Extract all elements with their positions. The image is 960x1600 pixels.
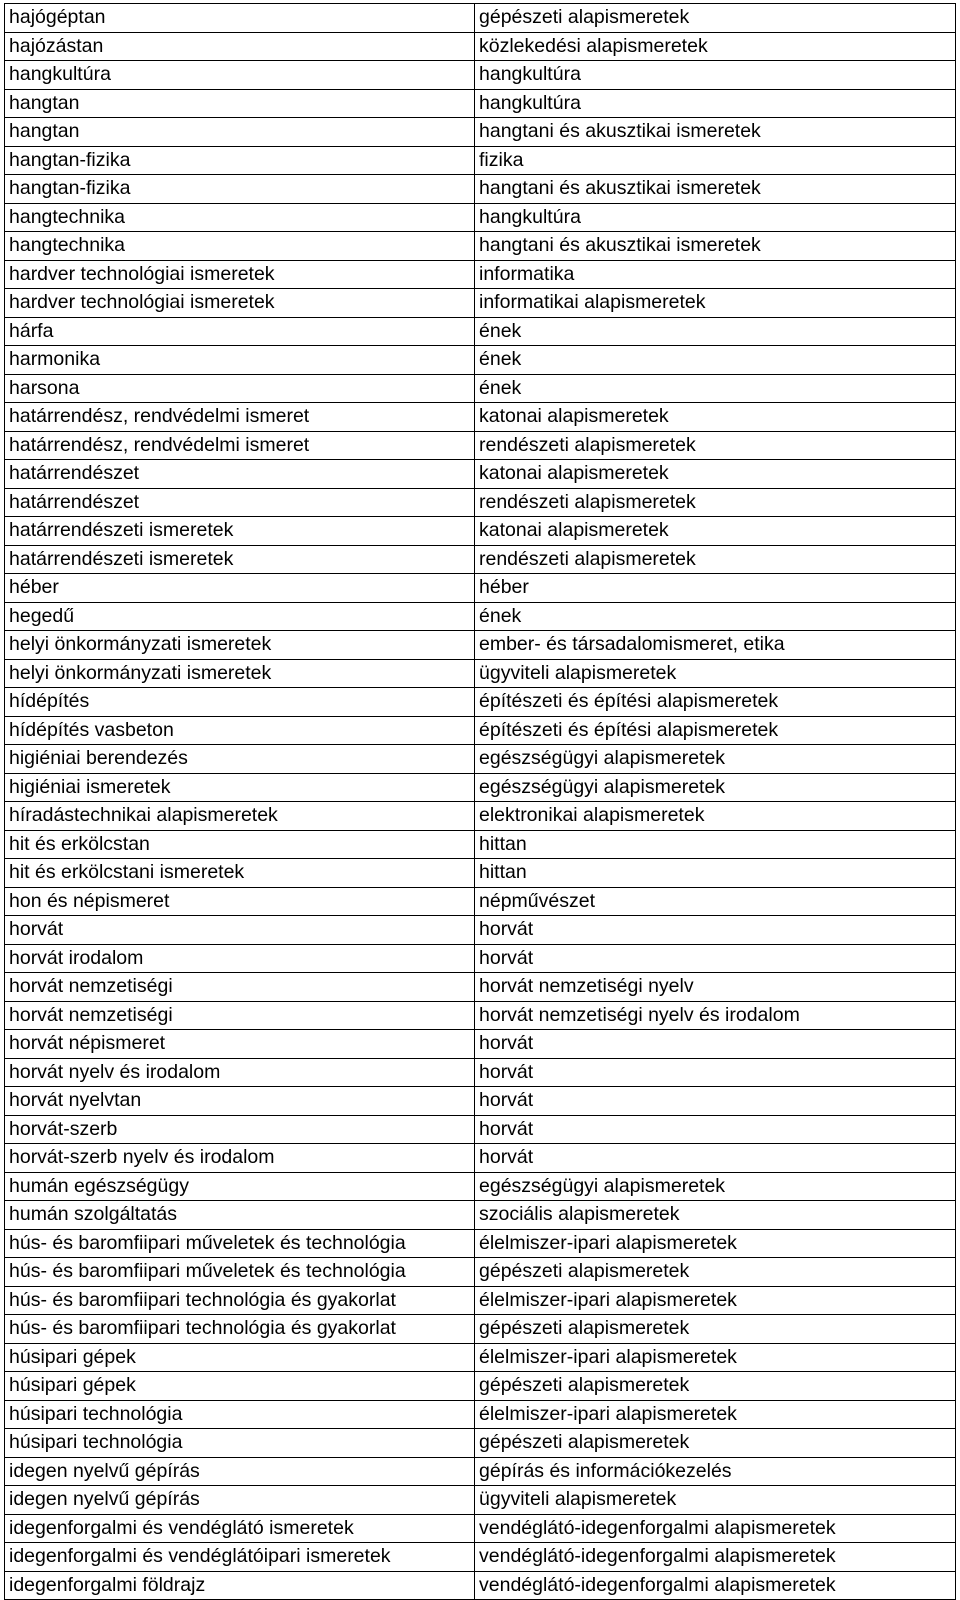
subject-name-cell: humán egészségügy xyxy=(5,1172,475,1201)
subject-name-cell: húsipari technológia xyxy=(5,1400,475,1429)
table-row xyxy=(5,631,956,660)
table-row xyxy=(5,1144,956,1173)
exam-subject-cell: rendészeti alapismeretek xyxy=(475,488,956,517)
subject-name-cell: idegenforgalmi és vendéglátóipari ismeretek xyxy=(5,1543,475,1572)
exam-subject-cell: héber xyxy=(475,574,956,603)
table-row xyxy=(5,659,956,688)
exam-subject-cell: egészségügyi alapismeretek xyxy=(475,745,956,774)
table-row xyxy=(5,317,956,346)
exam-subject-cell: gépészeti alapismeretek xyxy=(475,1258,956,1287)
table-row xyxy=(5,1400,956,1429)
exam-subject-cell: hittan xyxy=(475,859,956,888)
table-row xyxy=(5,830,956,859)
exam-subject-cell: hittan xyxy=(475,830,956,859)
exam-subject-cell: közlekedési alapismeretek xyxy=(475,32,956,61)
exam-subject-cell: horvát nemzetiségi nyelv és irodalom xyxy=(475,1001,956,1030)
exam-subject-cell: vendéglátó-idegenforgalmi alapismeretek xyxy=(475,1514,956,1543)
table-body xyxy=(5,4,956,1600)
subject-name-cell: horvát irodalom xyxy=(5,944,475,973)
subject-name-cell: határrendészet xyxy=(5,460,475,489)
subject-name-cell: idegen nyelvű gépírás xyxy=(5,1486,475,1515)
subject-name-cell: határrendész, rendvédelmi ismeret xyxy=(5,431,475,460)
table-row xyxy=(5,916,956,945)
exam-subject-cell: katonai alapismeretek xyxy=(475,517,956,546)
table-row xyxy=(5,887,956,916)
subject-name-cell: hegedű xyxy=(5,602,475,631)
exam-subject-cell: egészségügyi alapismeretek xyxy=(475,1172,956,1201)
table-row xyxy=(5,1372,956,1401)
exam-subject-cell: ének xyxy=(475,374,956,403)
subject-name-cell: horvát xyxy=(5,916,475,945)
exam-subject-cell: informatika xyxy=(475,260,956,289)
exam-subject-cell: gépészeti alapismeretek xyxy=(475,1372,956,1401)
exam-subject-cell: hangkultúra xyxy=(475,61,956,90)
exam-subject-cell: ember- és társadalomismeret, etika xyxy=(475,631,956,660)
exam-subject-cell: ének xyxy=(475,602,956,631)
subject-name-cell: hús- és baromfiipari technológia és gyakorlat xyxy=(5,1286,475,1315)
subject-name-cell: hardver technológiai ismeretek xyxy=(5,260,475,289)
exam-subject-cell: horvát xyxy=(475,1030,956,1059)
table-row xyxy=(5,545,956,574)
table-row xyxy=(5,517,956,546)
subject-name-cell: húsipari gépek xyxy=(5,1343,475,1372)
subject-name-cell: higiéniai berendezés xyxy=(5,745,475,774)
table-row xyxy=(5,1229,956,1258)
table-row xyxy=(5,802,956,831)
exam-subject-cell: egészségügyi alapismeretek xyxy=(475,773,956,802)
table-row xyxy=(5,1115,956,1144)
table-row xyxy=(5,1543,956,1572)
table-row xyxy=(5,1315,956,1344)
subject-name-cell: hon és népismeret xyxy=(5,887,475,916)
table-row xyxy=(5,4,956,33)
subject-name-cell: hús- és baromfiipari technológia és gyakorlat xyxy=(5,1315,475,1344)
table-row xyxy=(5,374,956,403)
exam-subject-cell: horvát xyxy=(475,1144,956,1173)
subject-name-cell: idegen nyelvű gépírás xyxy=(5,1457,475,1486)
subject-name-cell: hajógéptan xyxy=(5,4,475,33)
exam-subject-cell: ügyviteli alapismeretek xyxy=(475,1486,956,1515)
exam-subject-cell: rendészeti alapismeretek xyxy=(475,431,956,460)
subject-name-cell: határrendész, rendvédelmi ismeret xyxy=(5,403,475,432)
subject-name-cell: horvát-szerb nyelv és irodalom xyxy=(5,1144,475,1173)
subject-name-cell: hangtan xyxy=(5,89,475,118)
table-row xyxy=(5,716,956,745)
exam-subject-cell: gépészeti alapismeretek xyxy=(475,1429,956,1458)
subject-name-cell: hárfa xyxy=(5,317,475,346)
exam-subject-cell: katonai alapismeretek xyxy=(475,460,956,489)
table-row xyxy=(5,944,956,973)
subject-name-cell: határrendészeti ismeretek xyxy=(5,545,475,574)
table-row xyxy=(5,460,956,489)
table-row xyxy=(5,745,956,774)
subject-name-cell: horvát népismeret xyxy=(5,1030,475,1059)
table-row xyxy=(5,1201,956,1230)
exam-subject-cell: népművészet xyxy=(475,887,956,916)
table-row xyxy=(5,118,956,147)
subject-name-cell: horvát-szerb xyxy=(5,1115,475,1144)
table-row xyxy=(5,1001,956,1030)
table-row xyxy=(5,146,956,175)
subject-name-cell: hús- és baromfiipari műveletek és technológia xyxy=(5,1258,475,1287)
table-row xyxy=(5,289,956,318)
subject-name-cell: hídépítés vasbeton xyxy=(5,716,475,745)
exam-subject-cell: ügyviteli alapismeretek xyxy=(475,659,956,688)
exam-subject-cell: vendéglátó-idegenforgalmi alapismeretek xyxy=(475,1571,956,1600)
table-row xyxy=(5,1343,956,1372)
table-row xyxy=(5,1514,956,1543)
subject-name-cell: hídépítés xyxy=(5,688,475,717)
subject-name-cell: hangkultúra xyxy=(5,61,475,90)
subject-name-cell: hit és erkölcstani ismeretek xyxy=(5,859,475,888)
exam-subject-cell: gépészeti alapismeretek xyxy=(475,1315,956,1344)
subject-name-cell: higiéniai ismeretek xyxy=(5,773,475,802)
table-row xyxy=(5,1486,956,1515)
exam-subject-cell: hangkultúra xyxy=(475,89,956,118)
exam-subject-cell: fizika xyxy=(475,146,956,175)
table-row xyxy=(5,1030,956,1059)
exam-subject-cell: ének xyxy=(475,346,956,375)
subject-name-cell: horvát nyelvtan xyxy=(5,1087,475,1116)
table-row xyxy=(5,1258,956,1287)
exam-subject-cell: élelmiszer-ipari alapismeretek xyxy=(475,1229,956,1258)
table-row xyxy=(5,488,956,517)
exam-subject-cell: horvát xyxy=(475,916,956,945)
exam-subject-cell: hangtani és akusztikai ismeretek xyxy=(475,175,956,204)
table-row xyxy=(5,859,956,888)
exam-subject-cell: gépészeti alapismeretek xyxy=(475,4,956,33)
exam-subject-cell: horvát nemzetiségi nyelv xyxy=(475,973,956,1002)
subject-name-cell: harmonika xyxy=(5,346,475,375)
table-row xyxy=(5,1429,956,1458)
exam-subject-cell: horvát xyxy=(475,1115,956,1144)
table-row xyxy=(5,431,956,460)
subject-name-cell: húsipari technológia xyxy=(5,1429,475,1458)
subject-name-cell: idegenforgalmi földrajz xyxy=(5,1571,475,1600)
subject-name-cell: hús- és baromfiipari műveletek és technológia xyxy=(5,1229,475,1258)
subject-name-cell: horvát nemzetiségi xyxy=(5,973,475,1002)
table-row xyxy=(5,32,956,61)
table-row xyxy=(5,1172,956,1201)
table-row xyxy=(5,1286,956,1315)
table-row xyxy=(5,602,956,631)
table-row xyxy=(5,1087,956,1116)
exam-subject-cell: építészeti és építési alapismeretek xyxy=(475,688,956,717)
subject-name-cell: híradástechnikai alapismeretek xyxy=(5,802,475,831)
table-row xyxy=(5,1058,956,1087)
exam-subject-cell: élelmiszer-ipari alapismeretek xyxy=(475,1343,956,1372)
subject-name-cell: helyi önkormányzati ismeretek xyxy=(5,659,475,688)
subject-name-cell: idegenforgalmi és vendéglátó ismeretek xyxy=(5,1514,475,1543)
subject-name-cell: hit és erkölcstan xyxy=(5,830,475,859)
subject-mapping-table xyxy=(4,3,956,1600)
subject-name-cell: hangtan-fizika xyxy=(5,175,475,204)
exam-subject-cell: katonai alapismeretek xyxy=(475,403,956,432)
exam-subject-cell: élelmiszer-ipari alapismeretek xyxy=(475,1286,956,1315)
subject-name-cell: hangtechnika xyxy=(5,203,475,232)
subject-name-cell: helyi önkormányzati ismeretek xyxy=(5,631,475,660)
exam-subject-cell: informatikai alapismeretek xyxy=(475,289,956,318)
table-row xyxy=(5,346,956,375)
exam-subject-cell: ének xyxy=(475,317,956,346)
table-row xyxy=(5,773,956,802)
subject-name-cell: horvát nyelv és irodalom xyxy=(5,1058,475,1087)
exam-subject-cell: rendészeti alapismeretek xyxy=(475,545,956,574)
exam-subject-cell: horvát xyxy=(475,944,956,973)
exam-subject-cell: horvát xyxy=(475,1058,956,1087)
subject-name-cell: hangtechnika xyxy=(5,232,475,261)
table-row xyxy=(5,203,956,232)
table-row xyxy=(5,89,956,118)
subject-name-cell: hangtan xyxy=(5,118,475,147)
exam-subject-cell: vendéglátó-idegenforgalmi alapismeretek xyxy=(475,1543,956,1572)
table-row xyxy=(5,973,956,1002)
table-row xyxy=(5,232,956,261)
subject-name-cell: húsipari gépek xyxy=(5,1372,475,1401)
exam-subject-cell: szociális alapismeretek xyxy=(475,1201,956,1230)
exam-subject-cell: hangkultúra xyxy=(475,203,956,232)
document-page xyxy=(4,3,955,1600)
exam-subject-cell: hangtani és akusztikai ismeretek xyxy=(475,118,956,147)
subject-name-cell: horvát nemzetiségi xyxy=(5,1001,475,1030)
subject-name-cell: héber xyxy=(5,574,475,603)
exam-subject-cell: élelmiszer-ipari alapismeretek xyxy=(475,1400,956,1429)
table-row xyxy=(5,61,956,90)
exam-subject-cell: gépírás és információkezelés xyxy=(475,1457,956,1486)
subject-name-cell: harsona xyxy=(5,374,475,403)
table-row xyxy=(5,403,956,432)
table-row xyxy=(5,1571,956,1600)
exam-subject-cell: építészeti és építési alapismeretek xyxy=(475,716,956,745)
table-row xyxy=(5,1457,956,1486)
subject-name-cell: határrendészet xyxy=(5,488,475,517)
table-row xyxy=(5,688,956,717)
exam-subject-cell: elektronikai alapismeretek xyxy=(475,802,956,831)
exam-subject-cell: horvát xyxy=(475,1087,956,1116)
table-row xyxy=(5,260,956,289)
subject-name-cell: hangtan-fizika xyxy=(5,146,475,175)
table-row xyxy=(5,574,956,603)
table-row xyxy=(5,175,956,204)
subject-name-cell: határrendészeti ismeretek xyxy=(5,517,475,546)
subject-name-cell: hardver technológiai ismeretek xyxy=(5,289,475,318)
subject-name-cell: humán szolgáltatás xyxy=(5,1201,475,1230)
exam-subject-cell: hangtani és akusztikai ismeretek xyxy=(475,232,956,261)
subject-name-cell: hajózástan xyxy=(5,32,475,61)
